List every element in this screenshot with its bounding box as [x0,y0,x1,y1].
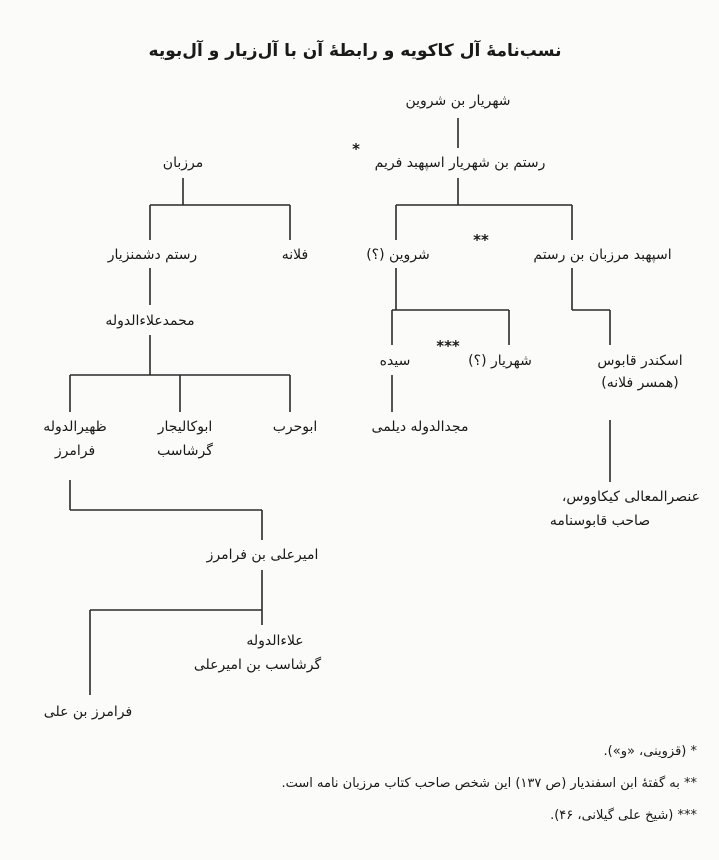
node-shahriyar: شهریار بن شروین [405,93,511,109]
node-falaneh: فلانه [281,247,309,263]
footnote-3: *** (شیخ علی گیلانی، ۴۶). [550,808,697,823]
node-mohammad: محمدعلاءالدوله [105,313,195,329]
footnote-2: ** به گفتهٔ ابن اسفندیار (ص ۱۳۷) این شخص صاحب کتاب مرزبان نامه است. [281,776,697,791]
node-garshasb-amirali: گرشاسب بن امیرعلی [193,657,322,673]
node-amirali: امیرعلی بن فرامرز [206,547,319,563]
node-majd: مجدالدوله دیلمی [371,419,469,435]
node-marzban-rostam: اسپهبد مرزبان بن رستم [533,247,672,263]
node-shahriyar2: شهریار (؟) [468,353,532,369]
node-sayyideh: سیده [379,353,411,369]
node-eskandar-note: (همسر فلانه) [601,375,679,391]
node-faramarz: فرامرز [54,443,96,459]
node-abuharb: ابوحرب [272,419,318,435]
footnote-mark-1: * [352,140,360,158]
node-eskandar: اسکندر قابوس [597,353,683,369]
node-zahir: ظهیرالدوله [43,419,107,435]
footnote-mark-2: ** [473,231,489,249]
footnote-1: * (قزوینی، «و»). [603,744,697,759]
node-faramarz-ali: فرامرز بن علی [43,704,133,720]
node-marzban: مرزبان [162,155,204,171]
node-sharvin: شروین (؟) [366,247,430,263]
node-garshasb: گرشاسب [157,443,213,459]
node-rostam-dushmanziyar: رستم دشمنزیار [107,247,198,263]
chart-title: نسب‌نامهٔ آل کاکویه و رابطهٔ آن با آل‌زیار و آل‌بویه [148,41,562,61]
node-onsor: عنصرالمعالی کیکاووس، [561,489,700,505]
node-alaodowleh: علاءالدوله [246,633,304,649]
node-onsor-note: صاحب قابوسنامه [549,513,651,529]
footnote-mark-3: *** [436,337,460,355]
node-rostam-shahriyar: رستم بن شهریار اسپهبد فریم [374,155,546,171]
node-abukalijar: ابوکالیجار [157,419,213,435]
